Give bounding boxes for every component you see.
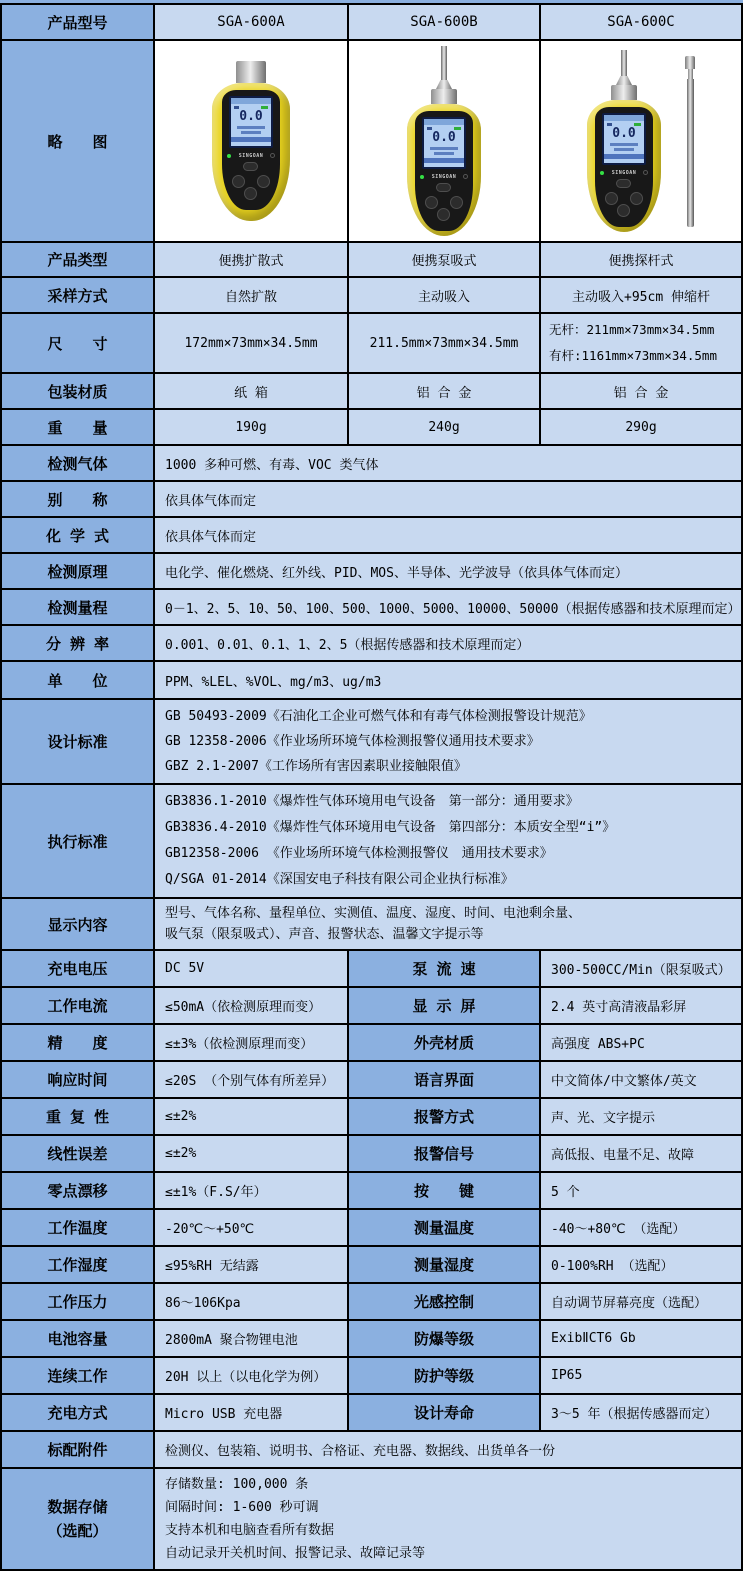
value-alarm-mode: 声、光、文字提示 xyxy=(539,1099,741,1134)
row-response-time-language xyxy=(2,1060,741,1097)
value-working-temperature: -20℃～+50℃ xyxy=(153,1210,347,1245)
device-sga-600c xyxy=(587,50,661,232)
right-button xyxy=(450,196,463,209)
value-sampling-b: 主动吸入 xyxy=(347,278,539,312)
label-working-temperature: 工作温度 xyxy=(2,1210,153,1245)
value-continuous-work: 20H 以上（以电化学为例） xyxy=(153,1358,347,1393)
enter-button xyxy=(617,204,630,217)
label-display-content: 显示内容 xyxy=(2,899,153,949)
value-detection-range: 0－1、2、5、10、50、100、500、1000、5000、10000、50000（根据传感器和技术原理而定） xyxy=(153,590,741,624)
row-charging-method-design-life xyxy=(2,1393,741,1430)
label-language: 语言界面 xyxy=(347,1062,539,1097)
label-continuous-work: 连续工作 xyxy=(2,1358,153,1393)
value-packaging-a: 纸 箱 xyxy=(153,374,347,408)
row-repeatability-alarm-mode xyxy=(2,1097,741,1134)
data-storage-line: 自动记录开关机时间、报警记录、故障记录等 xyxy=(165,1546,426,1561)
data-storage-line: 存储数量: 100,000 条 xyxy=(165,1477,309,1492)
value-protection-grade: IP65 xyxy=(539,1358,741,1393)
value-packaging-c: 铝 合 金 xyxy=(539,374,741,408)
led-indicator xyxy=(420,175,424,179)
device-body xyxy=(212,83,290,221)
row-executive-standard xyxy=(2,783,741,897)
spec-table xyxy=(0,3,743,1571)
menu-button xyxy=(243,162,258,171)
value-response-time: ≤20S （个别气体有所差异） xyxy=(153,1062,347,1097)
rod-shaft xyxy=(687,79,694,227)
label-product-type: 产品类型 xyxy=(2,243,153,276)
model-name-b: SGA-600B xyxy=(347,5,539,39)
label-standard-accessories: 标配附件 xyxy=(2,1432,153,1467)
row-sketch xyxy=(2,39,741,241)
executive-standard-line: GB3836.1-2010《爆炸性气体环境用电气设备 第一部分：通用要求》 xyxy=(165,794,579,809)
row-design-standard xyxy=(2,698,741,783)
label-accuracy: 精 度 xyxy=(2,1025,153,1060)
brand-label: SINGOAN xyxy=(611,169,637,176)
value-unit: PPM、%LEL、%VOL、mg/m3、ug/m3 xyxy=(153,662,741,698)
data-storage-label-line: （选配） xyxy=(47,1522,108,1540)
label-sketch: 略 图 xyxy=(2,41,153,241)
value-working-current: ≤50mA（依检测原理而变） xyxy=(153,988,347,1023)
label-working-current: 工作电流 xyxy=(2,988,153,1023)
value-detection-principle: 电化学、催化燃烧、红外线、PID、MOS、半导体、光学波导（依具体气体而定） xyxy=(153,554,741,588)
row-working-temp-measure-temp xyxy=(2,1208,741,1245)
led-indicator xyxy=(600,171,604,175)
sensor-cap xyxy=(236,61,266,83)
row-detected-gas xyxy=(2,444,741,480)
label-working-humidity: 工作湿度 xyxy=(2,1247,153,1282)
label-keys: 按 键 xyxy=(347,1173,539,1208)
label-design-standard: 设计标准 xyxy=(2,700,153,783)
label-chemical-formula: 化 学 式 xyxy=(2,518,153,552)
right-button xyxy=(257,175,270,188)
row-product-model xyxy=(2,5,741,39)
screen-info-line xyxy=(430,147,458,150)
label-measuring-humidity: 测量湿度 xyxy=(347,1247,539,1282)
value-type-a: 便携扩散式 xyxy=(153,243,347,276)
value-weight-b: 240g xyxy=(347,410,539,444)
label-alarm-signal: 报警信号 xyxy=(347,1136,539,1171)
row-linearity-alarm-signal xyxy=(2,1134,741,1171)
value-size-a: 172mm×73mm×34.5mm xyxy=(153,314,347,372)
rod-tip xyxy=(685,56,695,69)
executive-standard-line: Q/SGA 01-2014《深国安电子科技有限公司企业执行标准》 xyxy=(165,872,514,887)
menu-button xyxy=(616,179,631,188)
device-panel xyxy=(595,107,653,227)
label-packaging: 包装材质 xyxy=(2,374,153,408)
label-linearity-error: 线性误差 xyxy=(2,1136,153,1171)
label-detection-range: 检测量程 xyxy=(2,590,153,624)
value-measuring-temperature: -40～+80℃ （选配） xyxy=(539,1210,741,1245)
screen-info-line xyxy=(241,131,261,134)
value-design-life: 3～5 年（根据传感器而定） xyxy=(539,1395,741,1430)
label-unit: 单 位 xyxy=(2,662,153,698)
model-name-c: SGA-600C xyxy=(539,5,741,39)
row-sampling-method xyxy=(2,276,741,312)
display-content-line: 型号、气体名称、量程单位、实测值、温度、湿度、时间、电池剩余量、 xyxy=(165,906,582,921)
right-button xyxy=(630,192,643,205)
label-working-pressure: 工作压力 xyxy=(2,1284,153,1319)
value-type-b: 便携泵吸式 xyxy=(347,243,539,276)
brand-label: SINGOAN xyxy=(431,173,457,180)
sensor-cap xyxy=(611,85,637,100)
screen-info-line xyxy=(614,148,634,151)
row-unit xyxy=(2,660,741,698)
product-photo-sga-600b xyxy=(347,41,539,241)
device-body xyxy=(407,104,481,236)
value-design-standard xyxy=(153,700,741,783)
label-data-storage xyxy=(2,1469,153,1569)
executive-standard-line: GB3836.4-2010《爆炸性气体环境用电气设备 第四部分：本质安全型“i”》 xyxy=(165,820,616,835)
label-explosion-proof-grade: 防爆等级 xyxy=(347,1321,539,1356)
left-button xyxy=(232,175,245,188)
value-packaging-b: 铝 合 金 xyxy=(347,374,539,408)
speaker-icon xyxy=(607,123,612,126)
power-button-icon xyxy=(463,174,468,179)
value-charging-method: Micro USB 充电器 xyxy=(153,1395,347,1430)
device-body xyxy=(587,100,661,232)
row-weight xyxy=(2,408,741,444)
value-weight-c: 290g xyxy=(539,410,741,444)
value-measuring-humidity: 0-100%RH （选配） xyxy=(539,1247,741,1282)
label-repeatability: 重 复 性 xyxy=(2,1099,153,1134)
value-type-c: 便携探杆式 xyxy=(539,243,741,276)
row-working-current-display xyxy=(2,986,741,1023)
power-button-icon xyxy=(643,170,648,175)
display-content-line: 吸气泵（限泵吸式）、声音、报警状态、温馨文字提示等 xyxy=(165,927,484,942)
value-size-b: 211.5mm×73mm×34.5mm xyxy=(347,314,539,372)
design-standard-line: GBZ 2.1-2007《工作场所有害因素职业接触限值》 xyxy=(165,759,467,774)
label-executive-standard: 执行标准 xyxy=(2,785,153,897)
data-storage-line: 支持本机和电脑查看所有数据 xyxy=(165,1523,335,1538)
row-display-content xyxy=(2,897,741,949)
row-resolution xyxy=(2,624,741,660)
label-resolution: 分 辨 率 xyxy=(2,626,153,660)
screen-reading: 0.0 xyxy=(432,130,456,145)
screen-info-line xyxy=(610,143,638,146)
label-alias: 别 称 xyxy=(2,482,153,516)
brand-label: SINGOAN xyxy=(238,152,264,159)
device-panel xyxy=(415,111,473,231)
value-alias: 依具体气体而定 xyxy=(153,482,741,516)
row-standard-accessories xyxy=(2,1430,741,1467)
value-working-humidity: ≤95%RH 无结露 xyxy=(153,1247,347,1282)
value-detected-gas: 1000 多种可燃、有毒、VOC 类气体 xyxy=(153,446,741,480)
telescopic-rod xyxy=(685,56,695,227)
value-accuracy: ≤±3%（依检测原理而变） xyxy=(153,1025,347,1060)
rod-neck xyxy=(688,69,693,79)
size-c-line: 有杆:1161mm×73mm×34.5mm xyxy=(549,348,717,363)
label-pump-flow: 泵 流 速 xyxy=(347,951,539,986)
row-charge-voltage-pump-flow xyxy=(2,949,741,986)
label-alarm-mode: 报警方式 xyxy=(347,1099,539,1134)
device-screen xyxy=(422,117,466,169)
value-alarm-signal: 高低报、电量不足、故障 xyxy=(539,1136,741,1171)
value-pump-flow: 300-500CC/Min（限泵吸式） xyxy=(539,951,741,986)
value-shell-material: 高强度 ABS+PC xyxy=(539,1025,741,1060)
pump-probe xyxy=(441,46,447,80)
device-screen xyxy=(229,96,273,148)
label-charge-voltage: 充电电压 xyxy=(2,951,153,986)
button-cluster xyxy=(229,162,273,202)
data-storage-line: 间隔时间: 1-600 秒可调 xyxy=(165,1500,319,1515)
label-measuring-temperature: 测量温度 xyxy=(347,1210,539,1245)
device-screen xyxy=(602,113,646,165)
screen-reading: 0.0 xyxy=(239,109,263,124)
led-indicator xyxy=(227,154,231,158)
sensor-cap xyxy=(431,89,457,104)
product-photo-sga-600c xyxy=(539,41,741,241)
row-packaging xyxy=(2,372,741,408)
value-zero-drift: ≤±1%（F.S/年） xyxy=(153,1173,347,1208)
button-cluster xyxy=(602,179,646,219)
row-battery-explosion-proof xyxy=(2,1319,741,1356)
row-detection-range xyxy=(2,588,741,624)
screen-info-line xyxy=(434,152,454,155)
value-explosion-proof-grade: ExibⅡCT6 Gb xyxy=(539,1321,741,1356)
label-sampling-method: 采样方式 xyxy=(2,278,153,312)
value-chemical-formula: 依具体气体而定 xyxy=(153,518,741,552)
row-alias xyxy=(2,480,741,516)
label-product-model: 产品型号 xyxy=(2,5,153,39)
power-button-icon xyxy=(270,153,275,158)
product-photo-sga-600a xyxy=(153,41,347,241)
value-charge-voltage: DC 5V xyxy=(153,951,347,986)
label-response-time: 响应时间 xyxy=(2,1062,153,1097)
model-name-a: SGA-600A xyxy=(153,5,347,39)
value-battery-capacity: 2800mA 聚合物锂电池 xyxy=(153,1321,347,1356)
row-zero-drift-keys xyxy=(2,1171,741,1208)
data-storage-label-line: 数据存储 xyxy=(47,1498,108,1516)
device-sga-600a xyxy=(212,61,290,221)
speaker-icon xyxy=(234,106,239,109)
panel-mid xyxy=(600,167,648,178)
pump-probe xyxy=(621,50,627,76)
screen-reading: 0.0 xyxy=(612,126,636,141)
label-shell-material: 外壳材质 xyxy=(347,1025,539,1060)
panel-mid xyxy=(420,171,468,182)
value-data-storage xyxy=(153,1469,741,1569)
label-weight: 重 量 xyxy=(2,410,153,444)
value-weight-a: 190g xyxy=(153,410,347,444)
screen-info-line xyxy=(237,126,265,129)
device-sga-600b xyxy=(407,46,481,236)
row-chemical-formula xyxy=(2,516,741,552)
label-design-life: 设计寿命 xyxy=(347,1395,539,1430)
label-display-screen: 显 示 屏 xyxy=(347,988,539,1023)
row-product-type xyxy=(2,241,741,276)
value-executive-standard xyxy=(153,785,741,897)
design-standard-line: GB 12358-2006《作业场所环境气体检测报警仪通用技术要求》 xyxy=(165,734,540,749)
label-detection-principle: 检测原理 xyxy=(2,554,153,588)
value-standard-accessories: 检测仪、包装箱、说明书、合格证、充电器、数据线、出货单各一份 xyxy=(153,1432,741,1467)
screen-datebar xyxy=(231,137,271,142)
left-button xyxy=(605,192,618,205)
value-sampling-a: 自然扩散 xyxy=(153,278,347,312)
label-dimensions: 尺 寸 xyxy=(2,314,153,372)
value-display-content xyxy=(153,899,741,949)
value-sampling-c: 主动吸入+95cm 伸缩杆 xyxy=(539,278,741,312)
label-zero-drift: 零点漂移 xyxy=(2,1173,153,1208)
value-repeatability: ≤±2% xyxy=(153,1099,347,1134)
label-battery-capacity: 电池容量 xyxy=(2,1321,153,1356)
panel-mid xyxy=(227,150,275,161)
screen-datebar xyxy=(424,158,464,163)
row-accuracy-shell xyxy=(2,1023,741,1060)
menu-button xyxy=(436,183,451,192)
row-working-humidity-measure-humidity xyxy=(2,1245,741,1282)
row-dimensions xyxy=(2,312,741,372)
value-working-pressure: 86～106Kpa xyxy=(153,1284,347,1319)
row-working-pressure-light-control xyxy=(2,1282,741,1319)
row-data-storage xyxy=(2,1467,741,1569)
probe-cone xyxy=(616,76,632,85)
value-keys: 5 个 xyxy=(539,1173,741,1208)
label-charging-method: 充电方式 xyxy=(2,1395,153,1430)
size-c-line: 无杆：211mm×73mm×34.5mm xyxy=(549,322,715,337)
enter-button xyxy=(437,208,450,221)
label-protection-grade: 防护等级 xyxy=(347,1358,539,1393)
value-light-control: 自动调节屏幕亮度（选配） xyxy=(539,1284,741,1319)
label-detected-gas: 检测气体 xyxy=(2,446,153,480)
device-panel xyxy=(222,90,280,210)
left-button xyxy=(425,196,438,209)
design-standard-line: GB 50493-2009《石油化工企业可燃气体和有毒气体检测报警设计规范》 xyxy=(165,709,592,724)
value-resolution: 0.001、0.01、0.1、1、2、5（根据传感器和技术原理而定） xyxy=(153,626,741,660)
label-light-control: 光感控制 xyxy=(347,1284,539,1319)
row-continuous-work-protection xyxy=(2,1356,741,1393)
row-detection-principle xyxy=(2,552,741,588)
probe-cone xyxy=(436,80,452,89)
executive-standard-line: GB12358-2006 《作业场所环境气体检测报警仪 通用技术要求》 xyxy=(165,846,553,861)
button-cluster xyxy=(422,183,466,223)
value-linearity-error: ≤±2% xyxy=(153,1136,347,1171)
speaker-icon xyxy=(427,127,432,130)
screen-datebar xyxy=(604,154,644,159)
value-display-screen: 2.4 英寸高清液晶彩屏 xyxy=(539,988,741,1023)
value-language: 中文简体/中文繁体/英文 xyxy=(539,1062,741,1097)
value-size-c xyxy=(539,314,741,372)
enter-button xyxy=(244,187,257,200)
